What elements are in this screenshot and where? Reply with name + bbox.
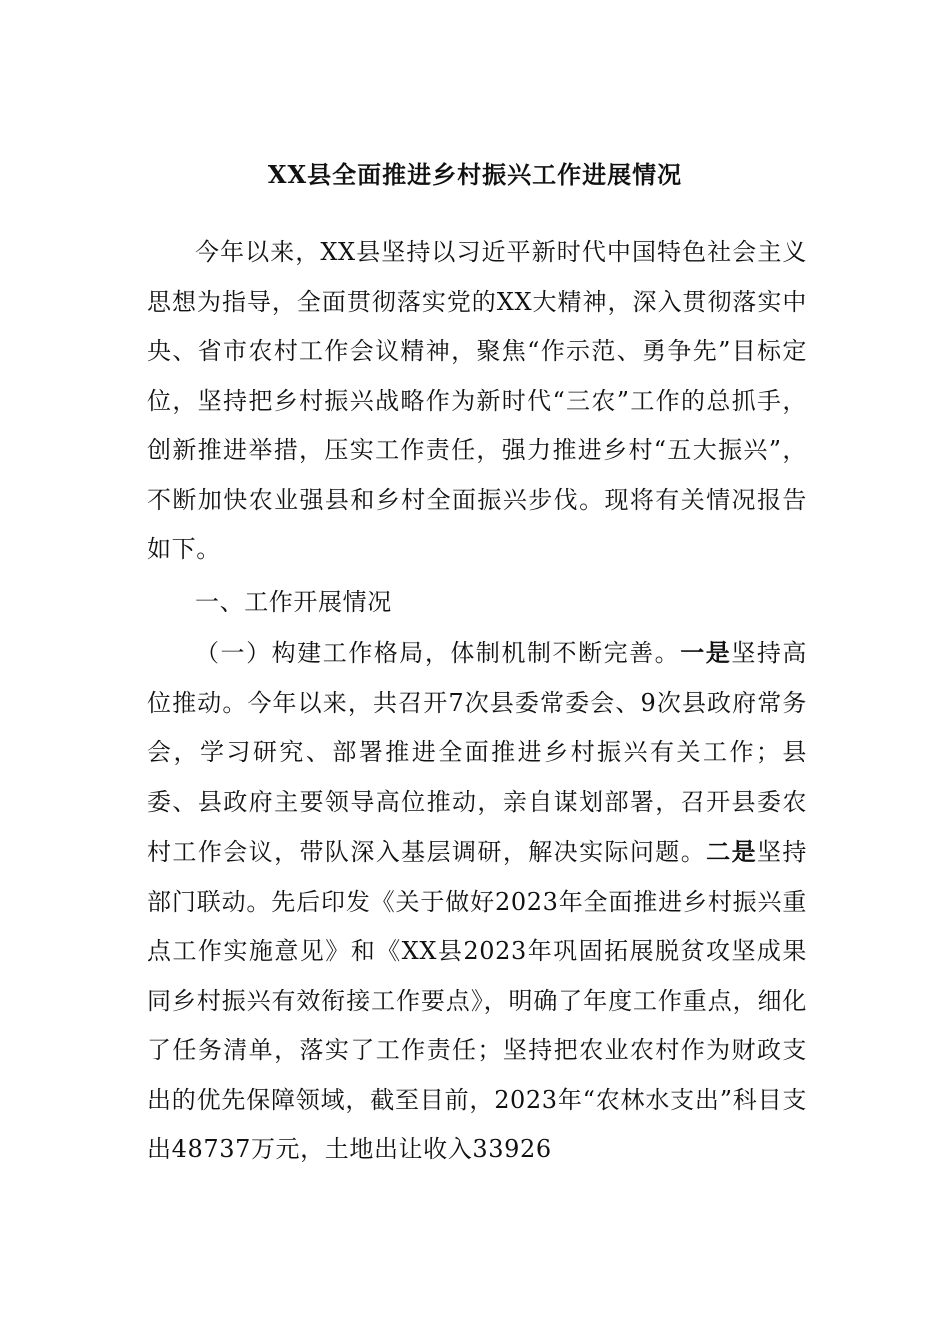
subsection-paragraph — [147, 628, 807, 1175]
intro-paragraph: 今年以来，XX县坚持以习近平新时代中国特色社会主义思想为指导，全面贯彻落实党的XX大精神，深入贯彻落实中央、省市农村工作会议精神，聚焦“作示范、勇争先”目标定位，坚持把乡村振兴战略作为新时代“三农”工作的总抓手，创新推进举措，压实工作责任，强力推进乡村“五大振兴”，不断加快农业强县和乡村全面振兴步伐。现将有关情况报告如下。 — [147, 238, 807, 563]
marker-second: 二是 — [706, 837, 757, 866]
subsection-text-second: 坚持部门联动。先后印发《关于做好2023年全面推进乡村振兴重点工作实施意见》和《XX县2023年巩固拓展脱贫攻坚成果同乡村振兴有效衔接工作要点》，明确了年度工作重点，细化了任务清单，落实了工作责任；坚持把农业农村作为财政支出的优先保障领域，截至目前，2023年“农林水支出”科目支出48737万元，土地出让收入33926 — [147, 838, 808, 1163]
subsection-heading: （一）构建工作格局，体制机制不断完善。 — [195, 639, 681, 667]
subsection-text-first: 坚持高位推动。今年以来，共召开7次县委常委会、9次县政府常务会，学习研究、部署推进全面推进乡村振兴有关工作；县委、县政府主要领导高位推动，亲自谋划部署，召开县委农村工作会议，带队深入基层调研，解决实际问题。 — [147, 639, 807, 866]
section-heading: 一、工作开展情况 — [195, 588, 392, 616]
document-title: XX县全面推进乡村振兴工作进展情况 — [267, 160, 683, 189]
marker-first: 一是 — [680, 638, 732, 667]
